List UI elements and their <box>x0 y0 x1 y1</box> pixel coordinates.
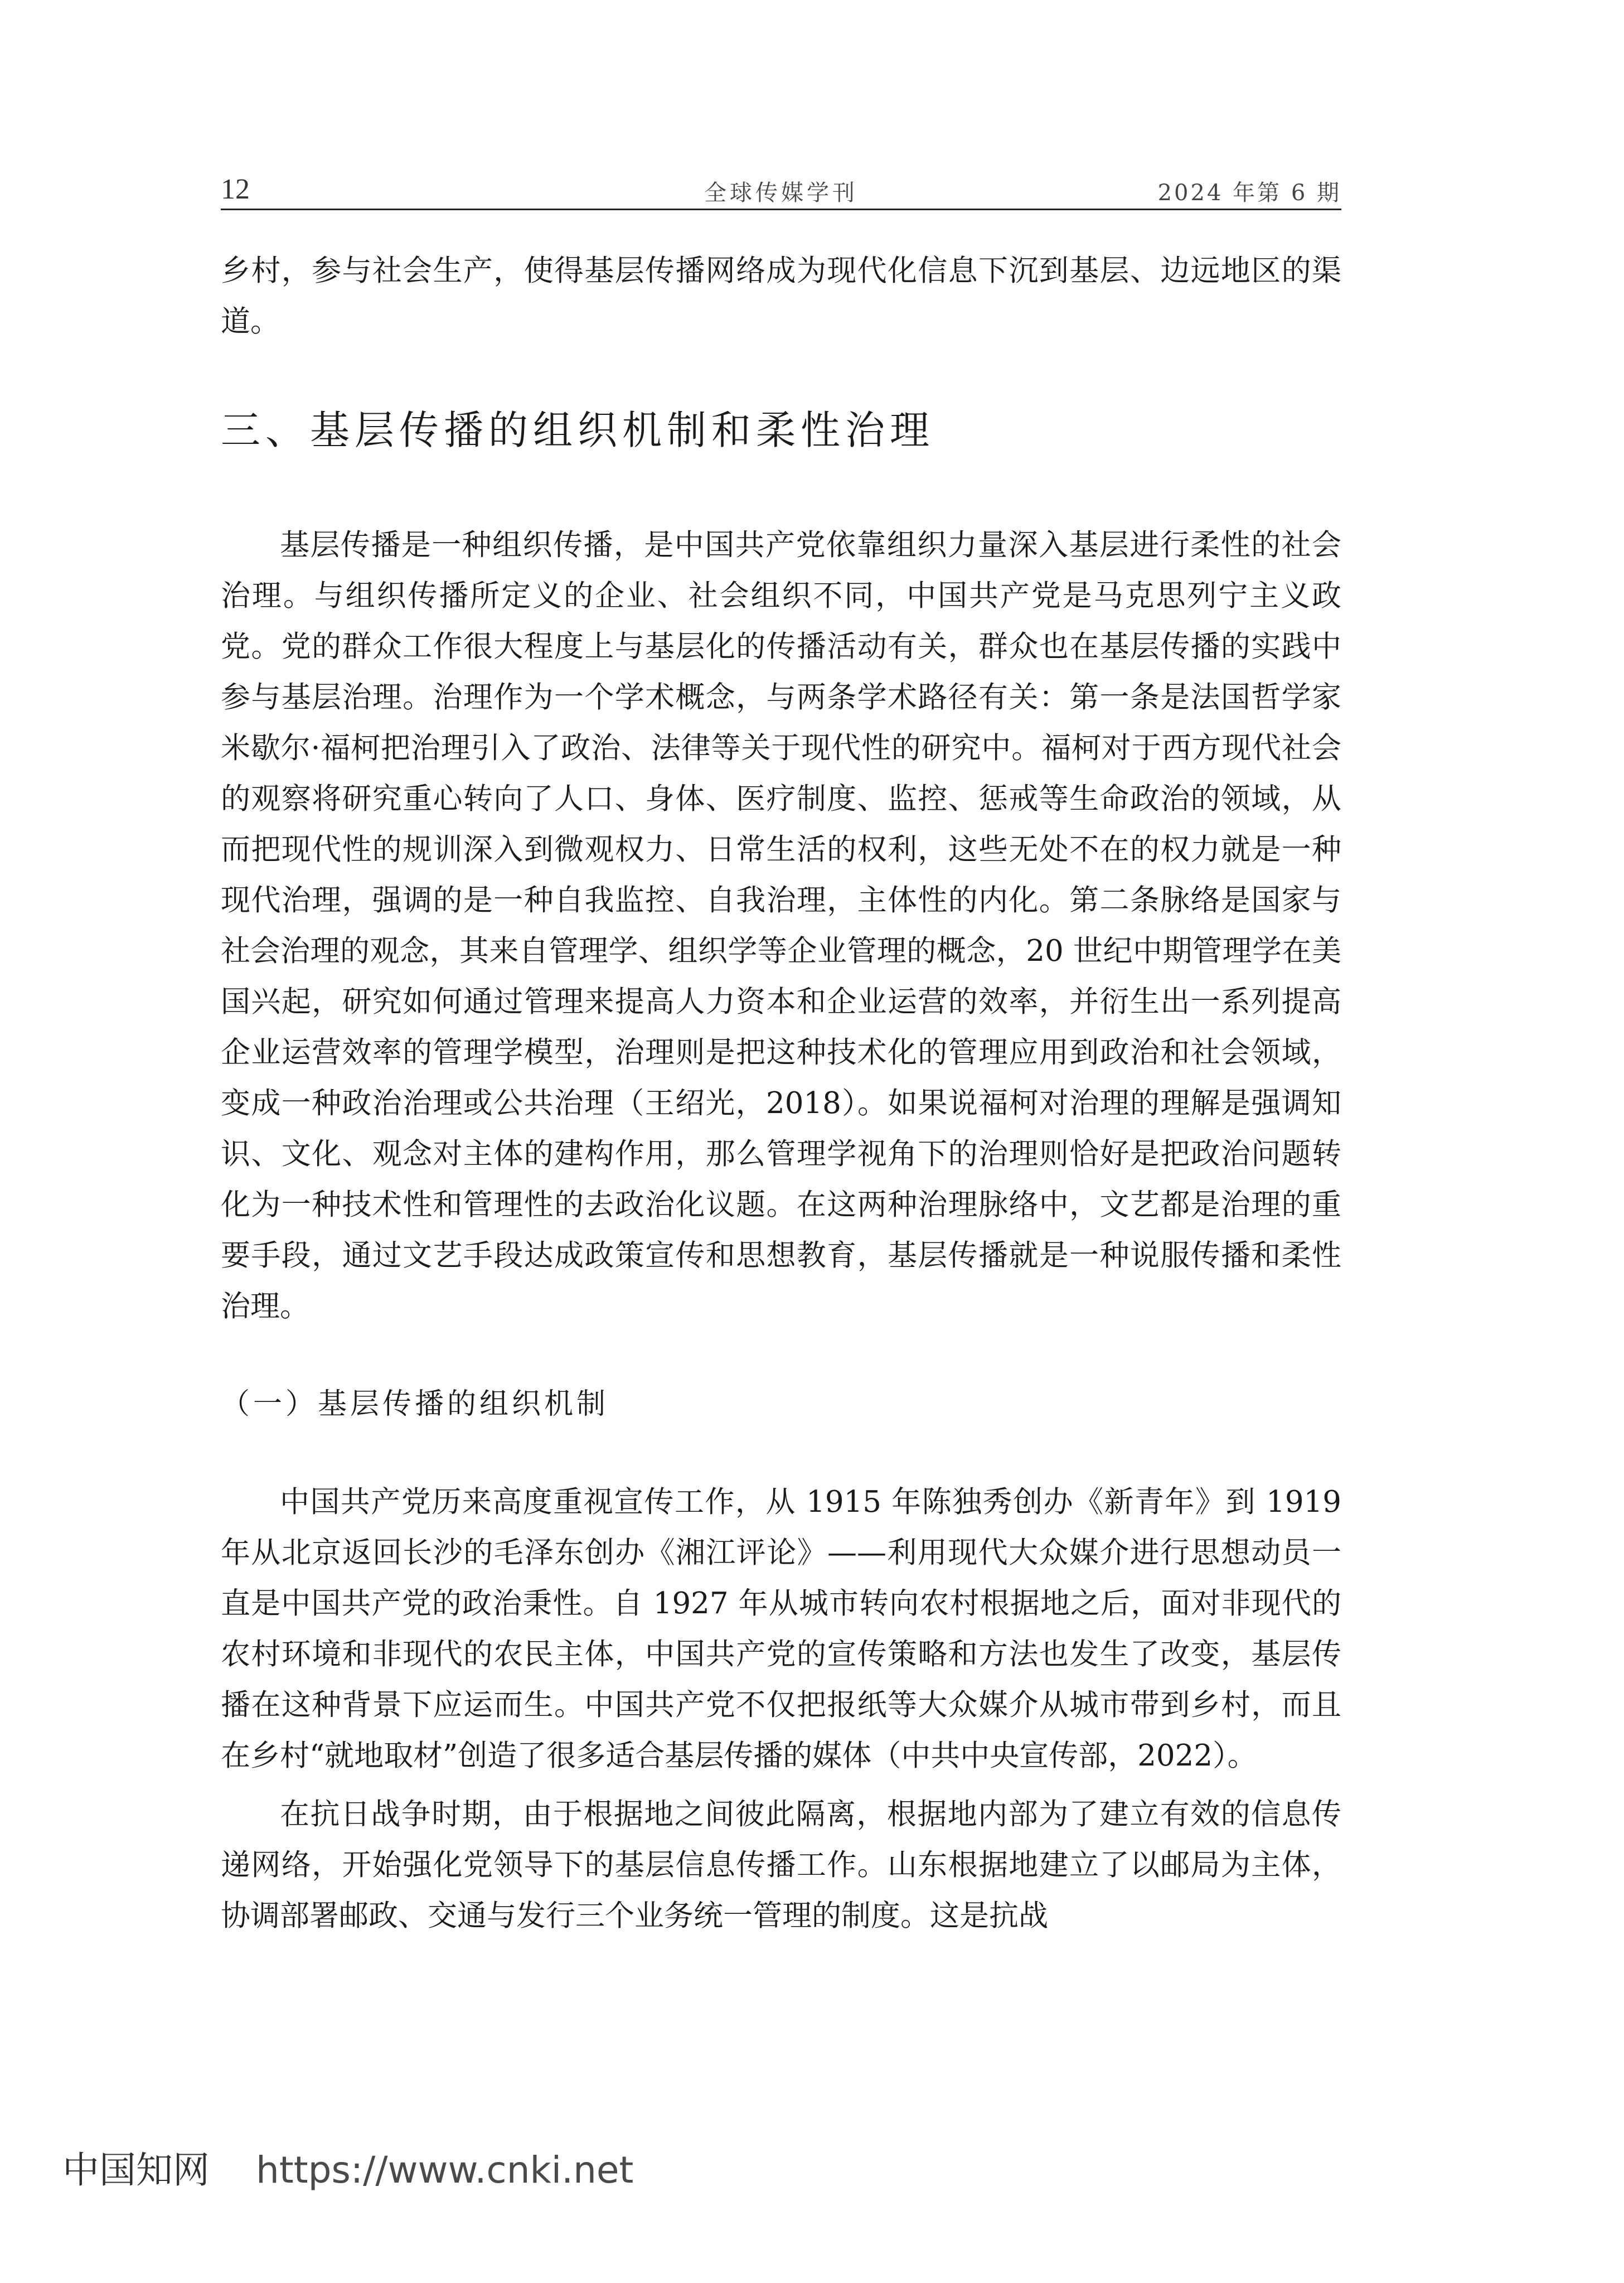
article-body <box>221 245 1341 1941</box>
body-paragraph: 中国共产党历来高度重视宣传工作，从 1915 年陈独秀创办《新青年》到 1919 年从北京返回长沙的毛泽东创办《湘江评论》——利用现代大众媒介进行思想动员一直是中国共产党的政治秉性。自 1927 年从城市转向农村根据地之后，面对非现代的农村环境和非现代的农民主体，中国共产党的宣传策略和方法也发生了改变，基层传播在这种背景下应运而生。中国共产党不仅把报纸等大众媒介从城市带到乡村，而且在乡村“就地取材”创造了很多适合基层传播的媒体（中共中央宣传部，2022）。 <box>221 1485 1341 1773</box>
section-heading: 三、基层传播的组织机制和柔性治理 <box>221 407 935 453</box>
body-paragraph: 在抗日战争时期，由于根据地之间彼此隔离，根据地内部为了建立有效的信息传递网络，开始强化党领导下的基层信息传播工作。山东根据地建立了以邮局为主体，协调部署邮政、交通与发行三个业务统一管理的制度。这是抗战 <box>221 1797 1341 1933</box>
subsection-heading: （一）基层传播的组织机制 <box>221 1387 609 1421</box>
cnki-watermark <box>62 2140 633 2193</box>
journal-title: 全球传媒学刊 <box>704 180 858 206</box>
issue-label: 2024 年第 6 期 <box>1157 180 1341 206</box>
running-header <box>221 170 1341 210</box>
opening-paragraph: 乡村，参与社会生产，使得基层传播网络成为现代化信息下沉到基层、边远地区的渠道。 <box>221 254 1341 338</box>
cnki-url: https://www.cnki.net <box>255 2149 634 2192</box>
page-number: 12 <box>221 173 250 205</box>
section-paragraph: 基层传播是一种组织传播，是中国共产党依靠组织力量深入基层进行柔性的社会治理。与组织传播所定义的企业、社会组织不同，中国共产党是马克思列宁主义政党。党的群众工作很大程度上与基层化的传播活动有关，群众也在基层传播的实践中参与基层治理。治理作为一个学术概念，与两条学术路径有关：第一条是法国哲学家米歇尔·福柯把治理引入了政治、法律等关于现代性的研究中。福柯对于西方现代社会的观察将研究重心转向了人口、身体、医疗制度、监控、惩戒等生命政治的领域，从而把现代性的规训深入到微观权力、日常生活的权利，这些无处不在的权力就是一种现代治理，强调的是一种自我监控、自我治理，主体性的内化。第二条脉络是国家与社会治理的观念，其来自管理学、组织学等企业管理的概念，20 世纪中期管理学在美国兴起，研究如何通过管理来提高人力资本和企业运营的效率，并衍生出一系列提高企业运营效率的管理学模型，治理则是把这种技术化的管理应用到政治和社会领域，变成一种政治治理或公共治理（王绍光，2018）。如果说福柯对治理的理解是强调知识、文化、观念对主体的建构作用，那么管理学视角下的治理则恰好是把政治问题转化为一种技术性和管理性的去政治化议题。在这两种治理脉络中，文艺都是治理的重要手段，通过文艺手段达成政策宣传和思想教育，基层传播就是一种说服传播和柔性治理。 <box>221 528 1341 1323</box>
cnki-logo-text: 中国知网 <box>62 2149 210 2192</box>
